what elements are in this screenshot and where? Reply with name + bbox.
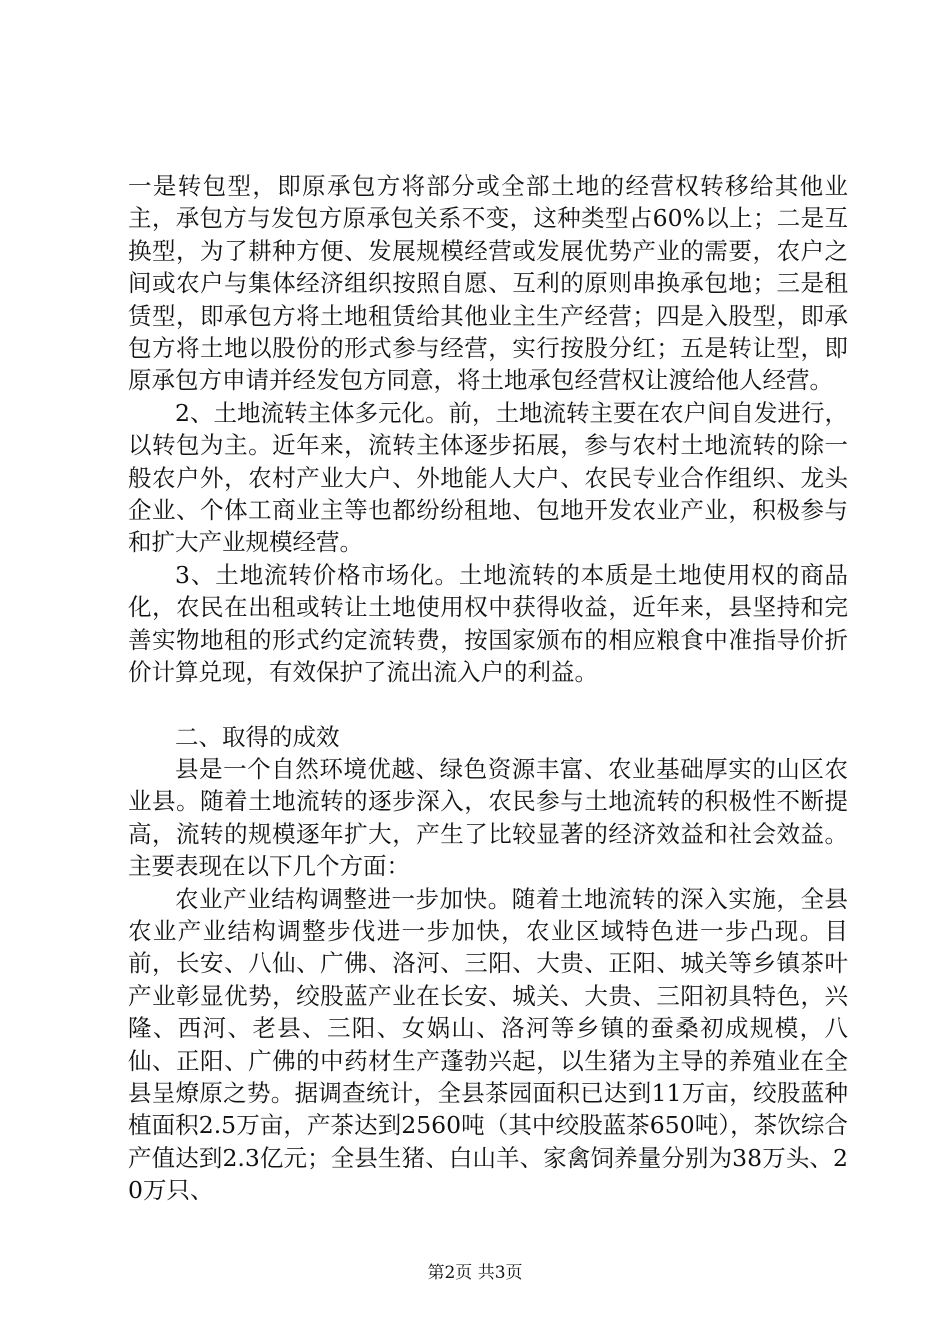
page-footer <box>0 1262 950 1284</box>
paragraph-continuation: 一是转包型，即原承包方将部分或全部土地的经营权转移给其他业主，承包方与发包方原承包关系不变，这种类型占60%以上；二是互换型，为了耕种方便、发展规模经营或发展优势产业的需要，农户之间或农户与集体经济组织按照自愿、互利的原则串换承包地；三是租赁型，即承包方将土地租赁给其他业主生产经营；四是入股型，即承包方将土地以股份的形式参与经营，实行按股分红；五是转让型，即原承包方申请并经发包方同意，将土地承包经营权让渡给他人经营。 <box>128 172 848 395</box>
page-number: 第2页 共3页 <box>427 1263 523 1283</box>
paragraph-land-transfer-price: 3、土地流转价格市场化。土地流转的本质是土地使用权的商品化，农民在出租或转让土地使用权中获得收益，近年来，县坚持和完善实物地租的形式约定流转费，按国家颁布的相应粮食中准指导价折价计算兑现，有效保护了流出流入户的利益。 <box>128 560 848 687</box>
paragraph-county-overview: 县是一个自然环境优越、绿色资源丰富、农业基础厚实的山区农业县。随着土地流转的逐步深入，农民参与土地流转的积极性不断提高，流转的规模逐年扩大，产生了比较显著的经济效益和社会效益。主要表现在以下几个方面： <box>128 754 848 881</box>
document-body <box>128 170 848 1207</box>
section-heading-results: 二、取得的成效 <box>175 722 340 751</box>
paragraph-land-transfer-subjects: 2、土地流转主体多元化。前，土地流转主要在农户间自发进行，以转包为主。近年来，流转主体逐步拓展，参与农村土地流转的除一般农户外，农村产业大户、外地能人大户、农民专业合作组织、龙头企业、个体工商业主等也都纷纷租地、包地开发农业产业，积极参与和扩大产业规模经营。 <box>128 398 848 557</box>
paragraph-industry-structure: 农业产业结构调整进一步加快。随着土地流转的深入实施，全县农业产业结构调整步伐进一步加快，农业区域特色进一步凸现。目前，长安、八仙、广佛、洛河、三阳、大贵、正阳、城关等乡镇茶叶产业彰显优势，绞股蓝产业在长安、城关、大贵、三阳初具特色，兴隆、西河、老县、三阳、女娲山、洛河等乡镇的蚕桑初成规模，八仙、正阳、广佛的中药材生产蓬勃兴起，以生猪为主导的养殖业在全县呈燎原之势。据调查统计，全县茶园面积已达到11万亩，绞股蓝种植面积2.5万亩，产茶达到2560吨（其中绞股蓝茶650吨），茶饮综合产值达到2.3亿元；全县生猪、白山羊、家禽饲养量分别为38万头、20万只、 <box>128 884 848 1205</box>
